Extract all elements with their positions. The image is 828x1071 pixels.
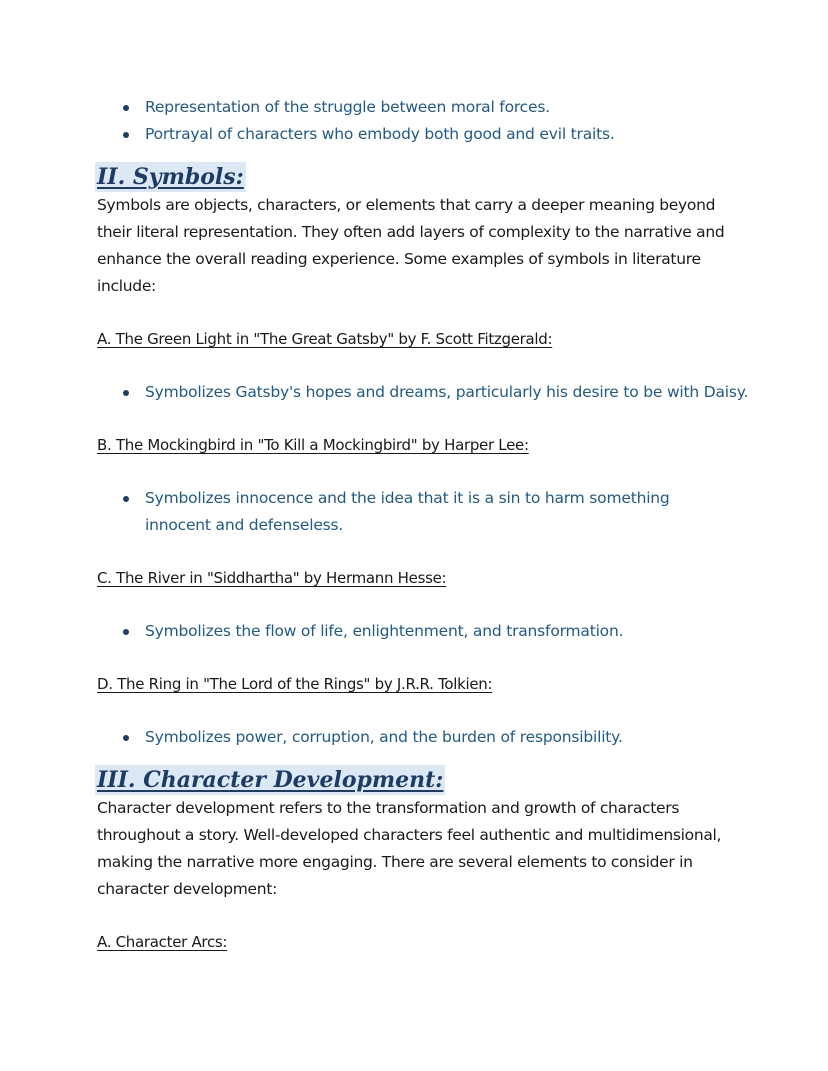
symbol-subheading-d: D. The Ring in "The Lord of the Rings" by J.R.R. Tolkien: <box>97 675 493 693</box>
symbol-subheading-a: A. The Green Light in "The Great Gatsby" by F. Scott Fitzgerald: <box>97 330 553 348</box>
symbol-b-bullets <box>97 485 788 539</box>
list-item: Representation of the struggle between moral forces. <box>97 94 788 121</box>
symbol-subheading-c: C. The River in "Siddhartha" by Hermann Hesse: <box>97 569 447 587</box>
section-heading-character-development: III. Character Development: <box>97 767 444 793</box>
section-heading-symbols: II. Symbols: <box>97 164 244 190</box>
character-development-paragraph: Character development refers to the transformation and growth of characters throughout a story. Well-developed characters feel authentic and multidimensional, making the narrative more engaging. There are several elements to consider in character development: <box>97 799 722 898</box>
list-item: Symbolizes Gatsby's hopes and dreams, particularly his desire to be with Daisy. <box>97 379 788 406</box>
list-item: Symbolizes the flow of life, enlightenment, and transformation. <box>97 618 788 645</box>
symbols-paragraph: Symbols are objects, characters, or elements that carry a deeper meaning beyond their literal representation. They often add layers of complexity to the narrative and enhance the overall reading experience. Some examples of symbols in literature include: <box>97 196 725 295</box>
intro-bullet-list <box>97 94 788 148</box>
character-arcs-subheading: A. Character Arcs: <box>97 933 228 951</box>
symbol-a-bullets <box>97 379 788 406</box>
list-item: Portrayal of characters who embody both good and evil traits. <box>97 121 788 148</box>
symbol-d-bullets <box>97 724 788 751</box>
list-item: Symbolizes power, corruption, and the burden of responsibility. <box>97 724 788 751</box>
symbol-c-bullets <box>97 618 788 645</box>
symbol-subheading-b: B. The Mockingbird in "To Kill a Mockingbird" by Harper Lee: <box>97 436 529 454</box>
list-item: Symbolizes innocence and the idea that it is a sin to harm something innocent and defenseless. <box>97 485 725 539</box>
